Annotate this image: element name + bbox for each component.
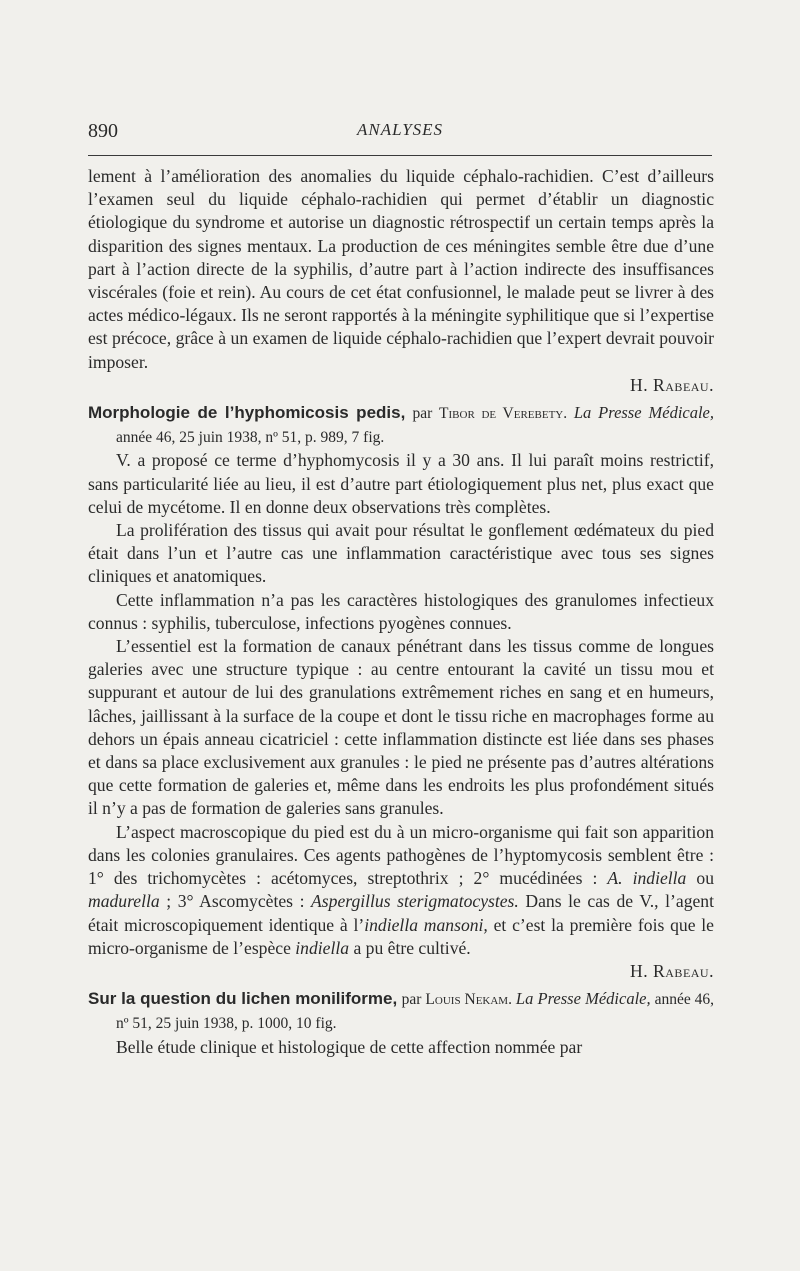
article3-author: Louis Nekam. bbox=[425, 991, 512, 1009]
article2-paragraph-last: L’aspect macroscopique du pied est du à un micro-organisme qui fait son apparition dans les colonies granulaires. Ces agents pathogènes de l’hyptomycosis semblent être : 1° des trichomycètes : acétomyces, streptothrix ; 2° mucédinées : A. indiella ou madurella ; 3° Ascomycètes : Aspergillus sterigmatocystes. Dans le cas de V., l’agent était microscopiquement identique à l’indiella mansoni, et c’est la première fois que le micro-organisme de l’espèce indiella a pu être cultivé. bbox=[88, 821, 714, 958]
article2-paragraph: L’essentiel est la formation de canaux pénétrant dans les tissus comme de longues galeries avec une structure typique : au centre entourant la cavité un tissu mou et suppurant et autour de lui des granulations extrêmement riches en sang et en humeurs, lâches, jaillissant à la surface de la coupe et dont le tissu riche en macrophages forme au dehors un épais anneau cicatriciel : cette inflammation distincte est liée dans ses phases et dans sa place exclusivement aux granules : le pied ne présente pas d’autres altérations que cette formation de galeries et, même dans les endroits les plus profondément situés il n’y a pas de formation de galeries sans granules. bbox=[88, 636, 714, 819]
article3-details: année 46, nº 51, 25 juin 1938, p. 1000, 10 fig. bbox=[116, 991, 715, 1033]
article2-details: année 46, 25 juin 1938, nº 51, p. 989, 7 fig. bbox=[116, 429, 385, 447]
article1-signature: H. Rabeau. bbox=[630, 374, 714, 395]
article3-by: par bbox=[401, 991, 422, 1009]
article2-paragraph: V. a proposé ce terme d’hyphomycosis il y a 30 ans. Il lui paraît moins restrictif, sans particularité liée au lieu, il est d’autre part étiologiquement plus net, plus exact que celui de mycétome. Il en donne deux observations très complètes. bbox=[88, 450, 714, 517]
running-head: ANALYSES bbox=[356, 120, 444, 139]
article2-title: Morphologie de l’hyphomicosis pedis, bbox=[88, 403, 406, 423]
article2-heading bbox=[88, 401, 714, 449]
header-rule bbox=[88, 155, 712, 156]
page-number: 890 bbox=[88, 120, 118, 142]
page-body bbox=[88, 165, 714, 1059]
article3-heading bbox=[88, 987, 714, 1035]
article2-paragraph: Cette inflammation n’a pas les caractères histologiques des granulomes infectieux connus : syphilis, tuberculose, infections pyogènes connues. bbox=[88, 589, 714, 633]
article3-first-line: Belle étude clinique et histologique de cette affection nommée par bbox=[116, 1036, 583, 1057]
article3-title: Sur la question du lichen moniliforme, bbox=[88, 989, 398, 1009]
article2-by: par bbox=[412, 405, 433, 423]
article1-tail-paragraph: lement à l’amélioration des anomalies du liquide céphalo-rachidien. C’est d’ailleurs l’examen seul du liquide céphalo-rachidien qui permet d’établir un diagnostic étiologique du syndrome et autorise un diagnostic rétrospectif un certain temps après la disparition des signes mentaux. La production de ces méningites semble être due d’une part à l’action directe de la syphilis, d’autre part à l’action indirecte des insuffisances viscérales (foie et rein). Au cours de cet état confusionnel, le malade peut se livrer à des actes médico-légaux. Ils ne seront rapportés à la méningite syphilitique que si l’expertise est précoce, grâce à un examen de liquide céphalo-rachidien que l’expert devrait pouvoir imposer. bbox=[88, 166, 714, 372]
article2-signature: H. Rabeau. bbox=[630, 960, 714, 981]
page-header bbox=[88, 120, 712, 152]
article2-author: Tibor de Verebety. bbox=[439, 405, 568, 423]
article2-journal: La Presse Médicale, bbox=[573, 403, 715, 423]
article2-paragraph: La prolifération des tissus qui avait pour résultat le gonflement œdémateux du pied était dans l’un et l’autre cas une inflammation caractéristique avec tous ses signes cliniques et anatomiques. bbox=[88, 520, 714, 587]
article3-journal: La Presse Médicale, bbox=[515, 989, 651, 1009]
